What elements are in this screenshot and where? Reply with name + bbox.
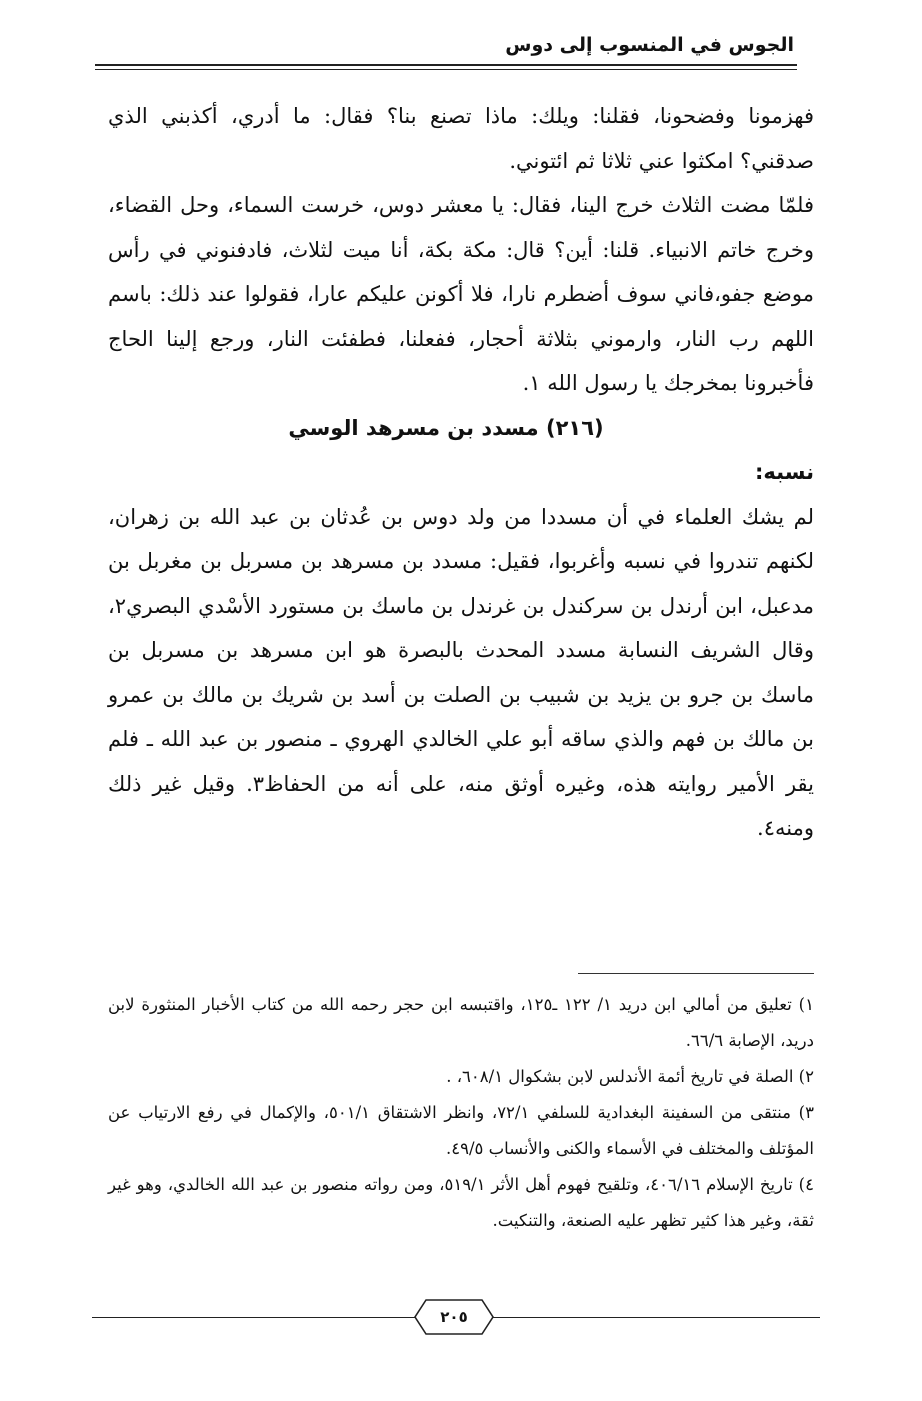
paragraph: فهزمونا وفضحونا، فقلنا: ويلك: ماذا تصنع بنا؟ فقال: ما أدري، أكذبني الذي صدقني؟ امكثوا عني ثلاثا ثم ائتوني.	[108, 104, 814, 173]
footnotes	[108, 987, 814, 1239]
header-rule	[95, 64, 797, 66]
running-header: الجوس في المنسوب إلى دوس	[505, 34, 794, 56]
paragraph: لم يشك العلماء في أن مسددا من ولد دوس بن عُدثان بن عبد الله بن زهران، لكنهم تندروا في نسبه وأغربوا، فقيل: مسدد بن مسرهد بن مسربل بن مغربل بن مدعبل، ابن أرندل بن سركندل بن غرندل بن ماسك بن مستورد الأسْدي البصري٢، وقال الشريف النسابة مسدد المحدث بالبصرة هو ابن مسرهد بن مسربل بن ماسك بن جرو بن يزيد بن شبيب بن الصلت بن أسد بن شريك بن مالك بن عمرو بن مالك بن فهم والذي ساقه أبو علي الخالدي الهروي ـ منصور بن عبد الله ـ فلم يقر الأمير روايته هذه، وغيره أوثق منه، على أنه من الحفاظ٣. وقيل غير ذلك ومنه٤.	[108, 504, 814, 840]
footnote: ٣) منتقى من السفينة البغدادية للسلفي ٧٢/١، وانظر الاشتقاق ٥٠١/١، والإكمال في رفع الارتياب عن المؤتلف والمختلف في الأسماء والكنى والأنساب ٤٩/٥.	[108, 1103, 814, 1158]
page-number: ٢٠٥	[440, 1308, 468, 1326]
paragraph: فلمّا مضت الثلاث خرج الينا، فقال: يا معشر دوس، خرست السماء، وحل القضاء، وخرج خاتم الانبياء. قلنا: أين؟ قال: مكة بكة، أنا ميت لثلاث، فادفنوني في رأس موضع جفو،فاني سوف أضطرم نارا، فلا أكونن عليكم عارا، فقولوا عند ذلك: باسم اللهم رب النار، وارموني بثلاثة أحجار، ففعلنا، فطفئت النار، ورجع إلينا الحاج فأخبرونا بمخرجك يا رسول الله ١.	[108, 193, 814, 395]
section-title: (٢١٦) مسدد بن مسرهد الوسي	[288, 415, 604, 440]
footnote: ٤) تاريخ الإسلام ٤٠٦/١٦، وتلقيح فهوم أهل الأثر ٥١٩/١، ومن رواته منصور بن عبد الله الخالدي، وهو غير ثقة، وغير هذا كثير تظهر عليه الصنعة، والتنكيت.	[108, 1175, 814, 1230]
body-text	[108, 94, 814, 851]
lineage-heading: نسبه:	[755, 460, 814, 484]
footnote: ١) تعليق من أمالي ابن دريد ١/ ١٢٢ ـ١٢٥، واقتبسه ابن حجر رحمه الله من كتاب الأخبار المنثورة لابن دريد، الإصابة ٦٦/٦.	[108, 995, 814, 1050]
footnote-rule	[578, 973, 814, 974]
footnote: ٢) الصلة في تاريخ أئمة الأندلس لابن بشكوال ٦٠٨/١، .	[446, 1067, 814, 1086]
page-number-ornament	[414, 1299, 494, 1335]
header-rule	[95, 69, 797, 70]
